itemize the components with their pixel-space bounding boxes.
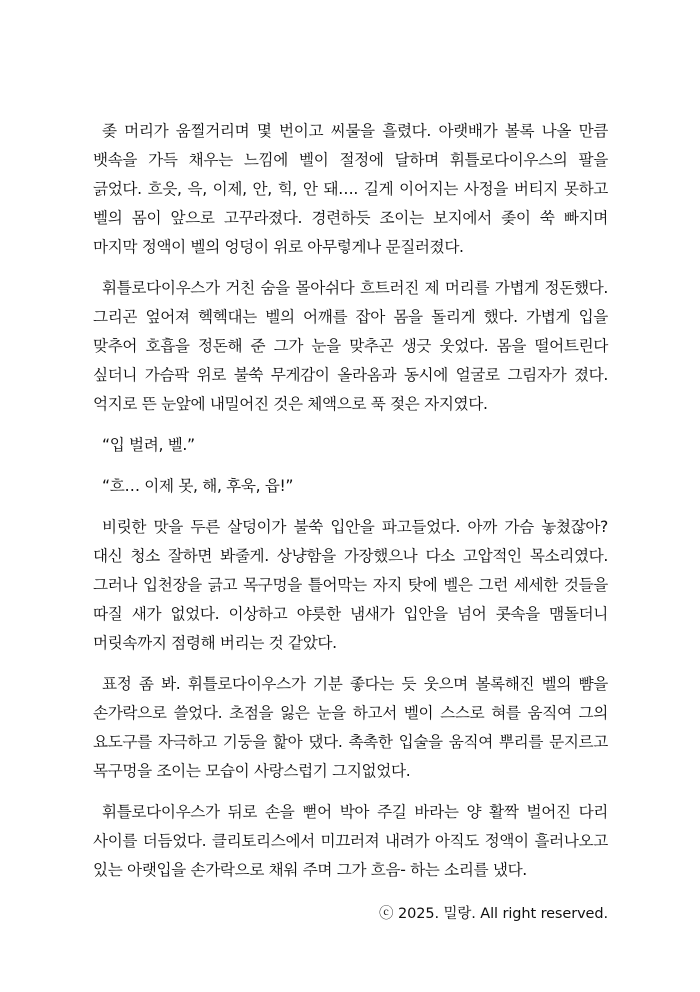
story-text — [93, 117, 608, 885]
dialogue-line: “입 벌려, 벨.” — [102, 436, 195, 454]
paragraph: 휘틀로다이우스가 거친 숨을 몰아쉬다 흐트러진 제 머리를 가볍게 정돈했다. 그리곤 엎어져 헥헥대는 벨의 어깨를 잡아 몸을 돌리게 했다. 가볍게 입을 맞추어 호흡을 정돈해 준 그가 눈을 맞추곤 생긋 웃었다. 몸을 떨어트린다 싶더니 가슴팍 위로 불쑥 무게감이 올라옴과 동시에 얼굴로 그림자가 졌다. 억지로 뜬 눈앞에 내밀어진 것은 체액으로 푹 젖은 자지였다. — [93, 279, 608, 413]
paragraph: 비릿한 맛을 두른 살덩이가 불쑥 입안을 파고들었다. 아까 가슴 놓쳤잖아? 대신 청소 잘하면 봐줄게. 상냥함을 가장했으나 다소 고압적인 목소리였다. 그러나 입천장을 긁고 목구멍을 틀어막는 자지 탓에 벨은 그런 세세한 것들을 따질 새가 없었다. 이상하고 야릇한 냄새가 입안을 넘어 콧속을 맴돌더니 머릿속까지 점령해 버리는 것 같았다. — [93, 518, 608, 652]
dialogue-line: “흐… 이제 못, 해, 후욱, 읍!” — [102, 477, 294, 495]
paragraph: 좆 머리가 움찔거리며 몇 번이고 씨물을 흘렸다. 아랫배가 볼록 나올 만큼 뱃속을 가득 채우는 느낌에 벨이 절정에 달하며 휘틀로다이우스의 팔을 긁었다. 흐읏, 윽, 이제, 안, 힉, 안 돼…. 길게 이어지는 사정을 버티지 못하고 벨의 몸이 앞으로 고꾸라졌다. 경련하듯 조이는 보지에서 좆이 쑥 빠지며 마지막 정액이 벨의 엉덩이 위로 아무렇게나 문질러졌다. — [93, 122, 608, 256]
copyright-notice: ⓒ 2025. 밀랑. All right reserved. — [379, 906, 608, 922]
paragraph: 표정 좀 봐. 휘틀로다이우스가 기분 좋다는 듯 웃으며 볼록해진 벨의 뺨을 손가락으로 쓸었다. 초점을 잃은 눈을 하고서 벨이 스스로 혀를 움직여 그의 요도구를 자극하고 기둥을 핥아 댔다. 촉촉한 입술을 움직여 뿌리를 문지르고 목구멍을 조이는 모습이 사랑스럽기 그지없었다. — [93, 675, 608, 780]
paragraph: 휘틀로다이우스가 뒤로 손을 뻗어 박아 주길 바라는 양 활짝 벌어진 다리 사이를 더듬었다. 클리토리스에서 미끄러져 내려가 아직도 정액이 흘러나오고 있는 아랫입을 손가락으로 채워 주며 그가 흐음- 하는 소리를 냈다. — [93, 803, 608, 879]
